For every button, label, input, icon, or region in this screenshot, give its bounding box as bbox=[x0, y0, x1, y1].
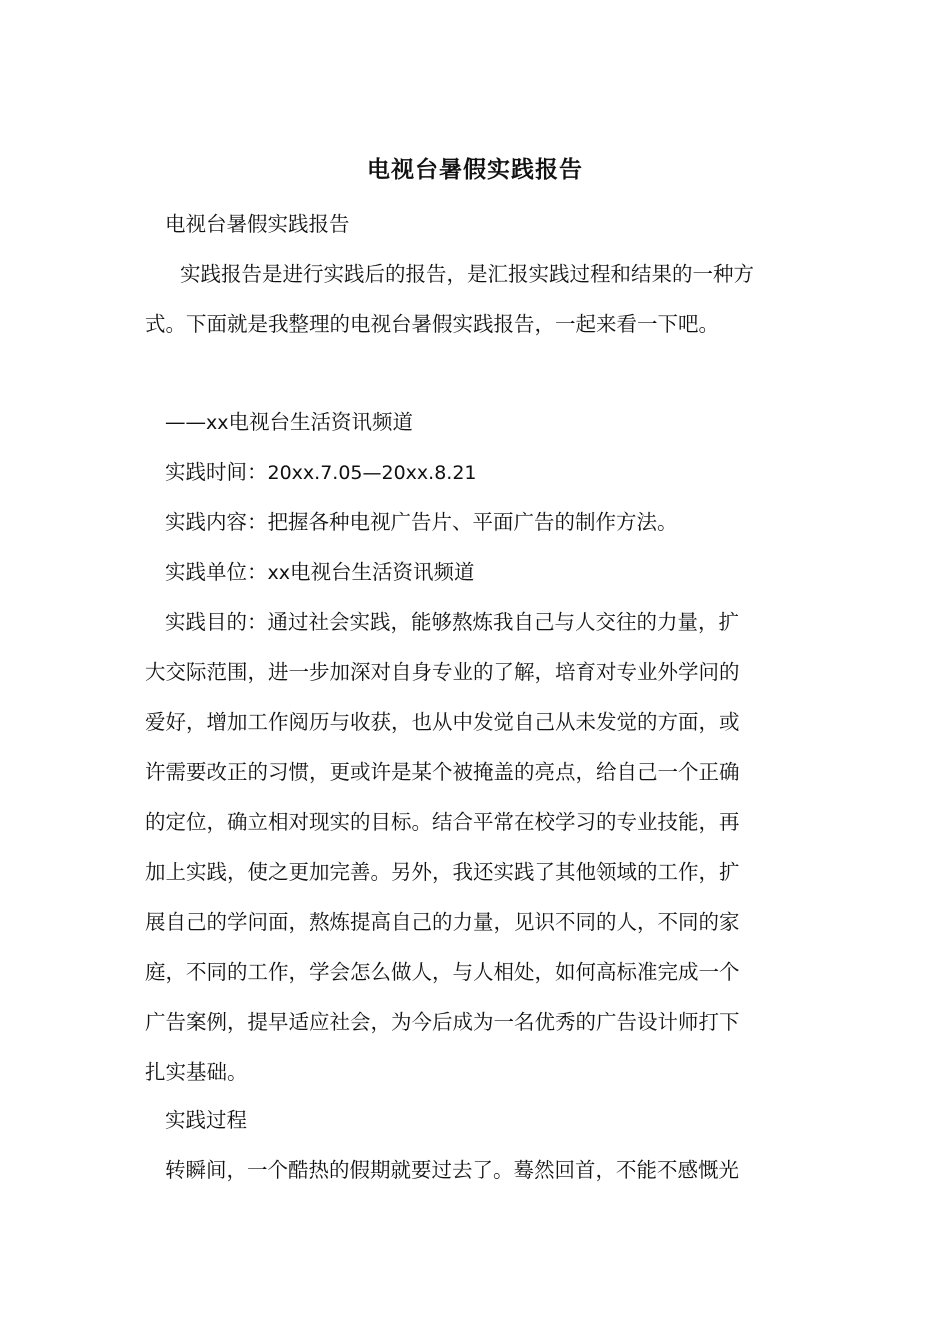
purpose-line-5: 的定位，确立相对现实的目标。结合平常在校学习的专业技能，再 bbox=[145, 810, 740, 834]
purpose-line-2: 大交际范围，进一步加深对自身专业的了解，培育对专业外学问的 bbox=[145, 660, 740, 684]
intro-line-2: 式。下面就是我整理的电视台暑假实践报告，一起来看一下吧。 bbox=[145, 312, 719, 336]
document-title: 电视台暑假实践报告 bbox=[367, 156, 583, 183]
unit-value: 电视台生活资讯频道 bbox=[290, 560, 475, 584]
content-label: 实践内容： bbox=[165, 510, 268, 534]
purpose-line-8: 庭，不同的工作，学会怎么做人，与人相处，如何高标准完成一个 bbox=[145, 960, 740, 984]
channel-line bbox=[165, 406, 413, 439]
time-label: 实践时间： bbox=[165, 460, 268, 484]
time-line bbox=[165, 456, 477, 489]
content-value: 把握各种电视广告片、平面广告的制作方法。 bbox=[267, 510, 678, 534]
intro-line-1: 实践报告是进行实践后的报告，是汇报实践过程和结果的一种方 bbox=[180, 262, 754, 286]
purpose-line-6: 加上实践，使之更加完善。另外，我还实践了其他领域的工作，扩 bbox=[145, 860, 740, 884]
channel-org: xx bbox=[206, 412, 229, 434]
channel-dash: —— bbox=[165, 410, 206, 434]
purpose-line-9: 广告案例，提早适应社会，为今后成为一名优秀的广告设计师打下 bbox=[145, 1010, 740, 1034]
purpose-line-4: 许需要改正的习惯，更或许是某个被掩盖的亮点，给自己一个正确 bbox=[145, 760, 740, 784]
unit-line bbox=[165, 556, 475, 589]
channel-name: 电视台生活资讯频道 bbox=[228, 410, 413, 434]
process-line-1: 转瞬间，一个酷热的假期就要过去了。蓦然回首，不能不感慨光 bbox=[165, 1158, 739, 1182]
purpose-line-3: 爱好，增加工作阅历与收获，也从中发觉自己从未发觉的方面，或 bbox=[145, 710, 740, 734]
purpose-line-10: 扎实基础。 bbox=[145, 1060, 248, 1084]
process-heading: 实践过程 bbox=[165, 1108, 247, 1132]
content-line bbox=[165, 506, 678, 538]
purpose-line-7: 展自己的学问面，熬炼提高自己的力量，见识不同的人，不同的家 bbox=[145, 910, 740, 934]
time-value: 20xx.7.05—20xx.8.21 bbox=[267, 462, 477, 484]
unit-org: xx bbox=[267, 562, 290, 584]
purpose-line-1: 实践目的：通过社会实践，能够熬炼我自己与人交往的力量，扩 bbox=[165, 610, 739, 634]
subtitle: 电视台暑假实践报告 bbox=[165, 212, 350, 236]
unit-label: 实践单位： bbox=[165, 560, 268, 584]
